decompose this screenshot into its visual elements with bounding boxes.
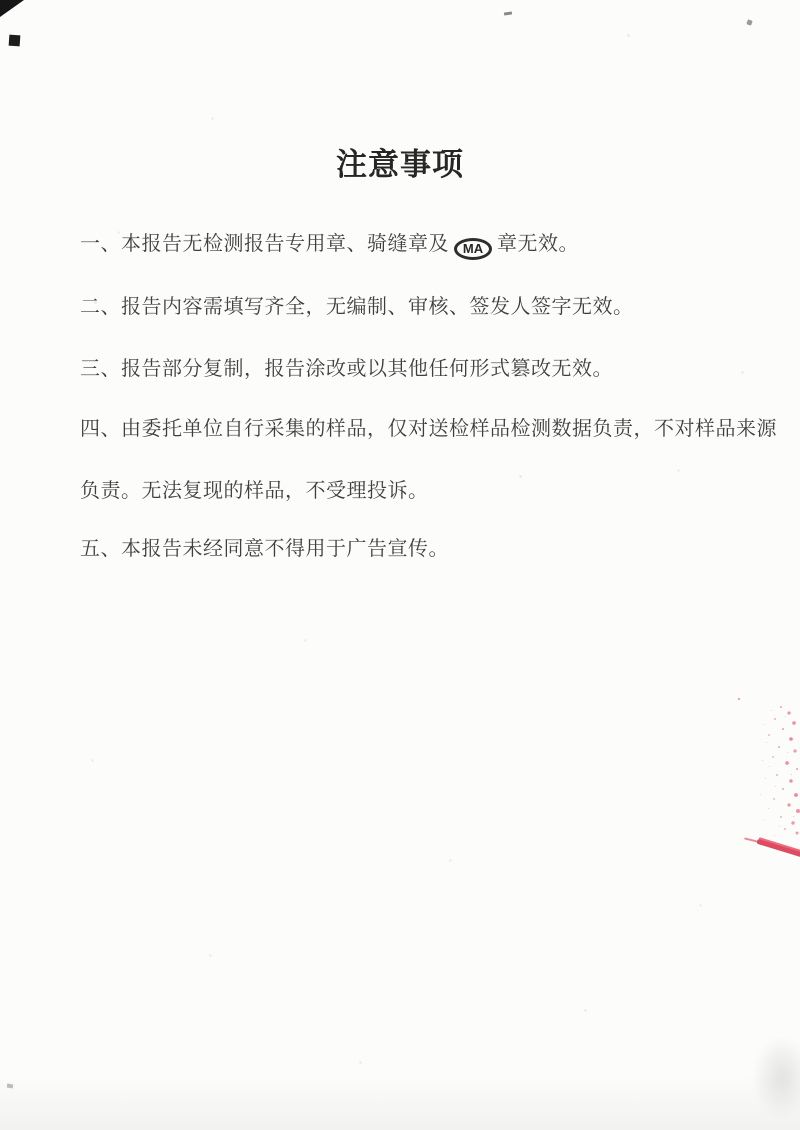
red-stamp-speckles-faint <box>738 698 739 699</box>
paper-noise <box>0 0 1 1</box>
note-item-1-text-before: 一、本报告无检测报告专用章、骑缝章及 <box>80 233 449 255</box>
page-title: 注意事项 <box>336 146 464 182</box>
note-item-4-line-2: 负责。无法复现的样品，不受理投诉。 <box>80 480 429 502</box>
note-item-3: 三、报告部分复制，报告涂改或以其他任何形式篡改无效。 <box>80 358 613 380</box>
note-item-5: 五、本报告未经同意不得用于广告宣传。 <box>80 538 449 560</box>
note-item-2: 二、报告内容需填写齐全，无编制、审核、签发人签字无效。 <box>80 296 634 318</box>
cma-mark-icon: MA <box>454 238 492 260</box>
scan-shadow-bottom-right <box>752 1035 800 1120</box>
note-item-4-line-1: 四、由委托单位自行采集的样品，仅对送检样品检测数据负责，不对样品来源 <box>80 418 777 440</box>
scan-artifact-corner-square <box>9 35 21 47</box>
scan-speck-top-center <box>504 11 512 15</box>
scan-speck-top-right <box>746 19 752 25</box>
red-stamp-stripe <box>756 839 800 858</box>
red-stamp-fragment <box>738 698 800 878</box>
scan-speck-bottom-left <box>7 1084 14 1089</box>
scan-artifact-corner-triangle <box>0 0 24 17</box>
note-item-1 <box>80 232 579 260</box>
note-item-1-text-after: 章无效。 <box>497 233 579 255</box>
